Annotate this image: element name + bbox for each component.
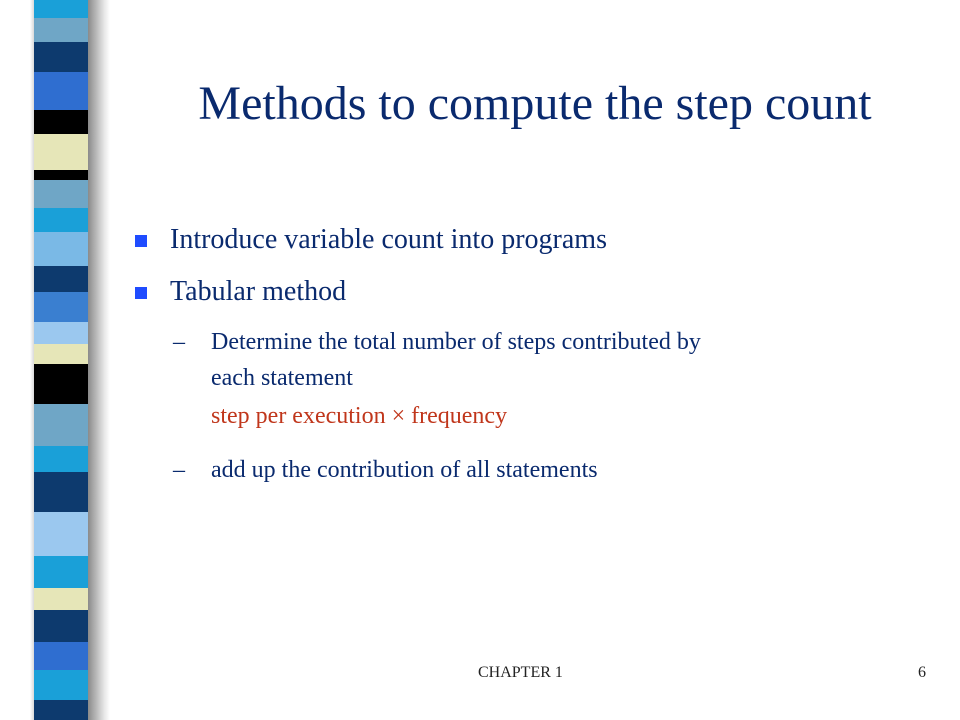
stripe-segment bbox=[34, 670, 88, 700]
sub-point-determine-line1: Determine the total number of steps contributed by bbox=[211, 329, 701, 355]
stripe-segment bbox=[34, 588, 88, 610]
stripe-segment bbox=[34, 404, 88, 446]
slide-title: Methods to compute the step count bbox=[198, 77, 872, 130]
bullet-text-2: Tabular method bbox=[170, 276, 347, 307]
dash-marker: – bbox=[173, 329, 185, 355]
stripe-segment bbox=[34, 556, 88, 588]
stripe-segment bbox=[34, 72, 88, 110]
decorative-stripe bbox=[34, 0, 88, 720]
stripe-segment bbox=[34, 292, 88, 322]
stripe-segment bbox=[34, 610, 88, 642]
stripe-segment bbox=[34, 134, 88, 170]
step-formula: step per execution × frequency bbox=[211, 403, 508, 429]
stripe-segment bbox=[34, 180, 88, 208]
stripe-segment bbox=[34, 344, 88, 364]
stripe-segment bbox=[34, 208, 88, 232]
bullet-text-1: Introduce variable count into programs bbox=[170, 224, 607, 255]
square-bullet-icon bbox=[135, 287, 147, 299]
sub-point-add-up-text: add up the contribution of all statements bbox=[211, 457, 598, 483]
stripe-segment bbox=[34, 642, 88, 670]
stripe-segment bbox=[34, 42, 88, 72]
footer-page-number: 6 bbox=[918, 664, 926, 681]
stripe-segment bbox=[34, 0, 88, 18]
stripe-segment bbox=[34, 232, 88, 266]
footer-chapter: CHAPTER 1 bbox=[478, 664, 563, 681]
stripe-segment bbox=[34, 170, 88, 180]
stripe-segment bbox=[34, 700, 88, 720]
square-bullet-icon bbox=[135, 235, 147, 247]
dash-marker: – bbox=[173, 457, 185, 483]
stripe-shadow bbox=[88, 0, 110, 720]
stripe-segment bbox=[34, 110, 88, 134]
stripe-segment bbox=[34, 512, 88, 556]
stripe-segment bbox=[34, 446, 88, 472]
sub-point-determine-line2: each statement bbox=[211, 365, 353, 391]
stripe-segment bbox=[34, 322, 88, 344]
stripe-segment bbox=[34, 266, 88, 292]
stripe-segment bbox=[34, 364, 88, 404]
stripe-segment bbox=[34, 18, 88, 42]
stripe-segment bbox=[34, 472, 88, 512]
